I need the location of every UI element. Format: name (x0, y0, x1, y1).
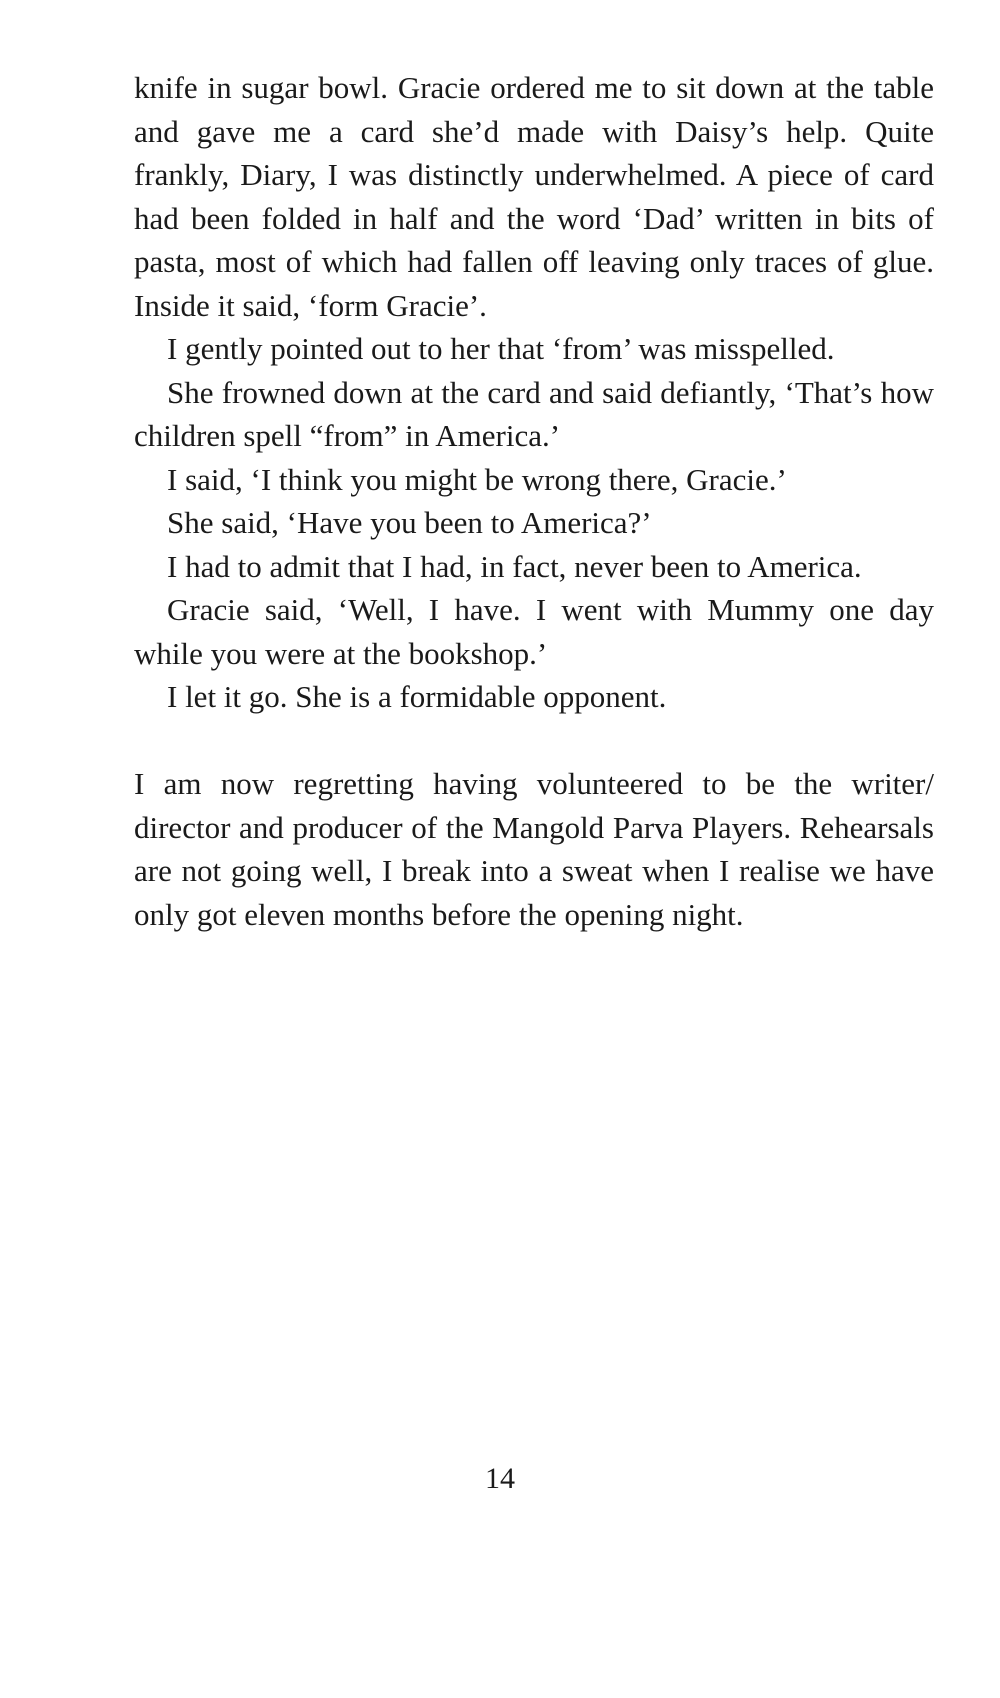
paragraph-wrong-there: I said, ‘I think you might be wrong there, Gracie.’ (167, 461, 787, 497)
section-break (134, 719, 934, 763)
paragraph-let-it-go: I let it go. She is a formidable opponent. (167, 679, 667, 714)
page-number: 14 (485, 1462, 515, 1495)
paragraph-card-description: knife in sugar bowl. Gracie ordered me to sit down at the table and gave me a card she’d made with Daisy’s help. Quite frankly, Diary, I was distinctly underwhelmed. A piece of card had been folded in half and the word ‘Dad’ written in bits of pasta, most of which had fallen off leaving only traces of glue. Inside it said, ‘form Gracie’. (134, 70, 934, 323)
paragraph-admit: I had to admit that I had, in fact, never been to America. (167, 548, 862, 584)
paragraph-america-spelling: She frowned down at the card and said defiantly, ‘That’s how children spell “from” in America.’ (134, 374, 934, 453)
body-text (134, 66, 934, 936)
paragraph-been-to-america: She said, ‘Have you been to America?’ (167, 505, 652, 540)
paragraph-misspelled: I gently pointed out to her that ‘from’ was misspelled. (167, 331, 835, 366)
paragraph-players: I am now regretting having volunteered to be the writer/ director and producer of the Mangold Parva Players. Rehearsals are not going well, I break into a sweat when I realise we have only got eleven months before the opening night. (134, 766, 934, 932)
paragraph-went-with-mummy: Gracie said, ‘Well, I have. I went with Mummy one day while you were at the bookshop.’ (134, 592, 934, 671)
